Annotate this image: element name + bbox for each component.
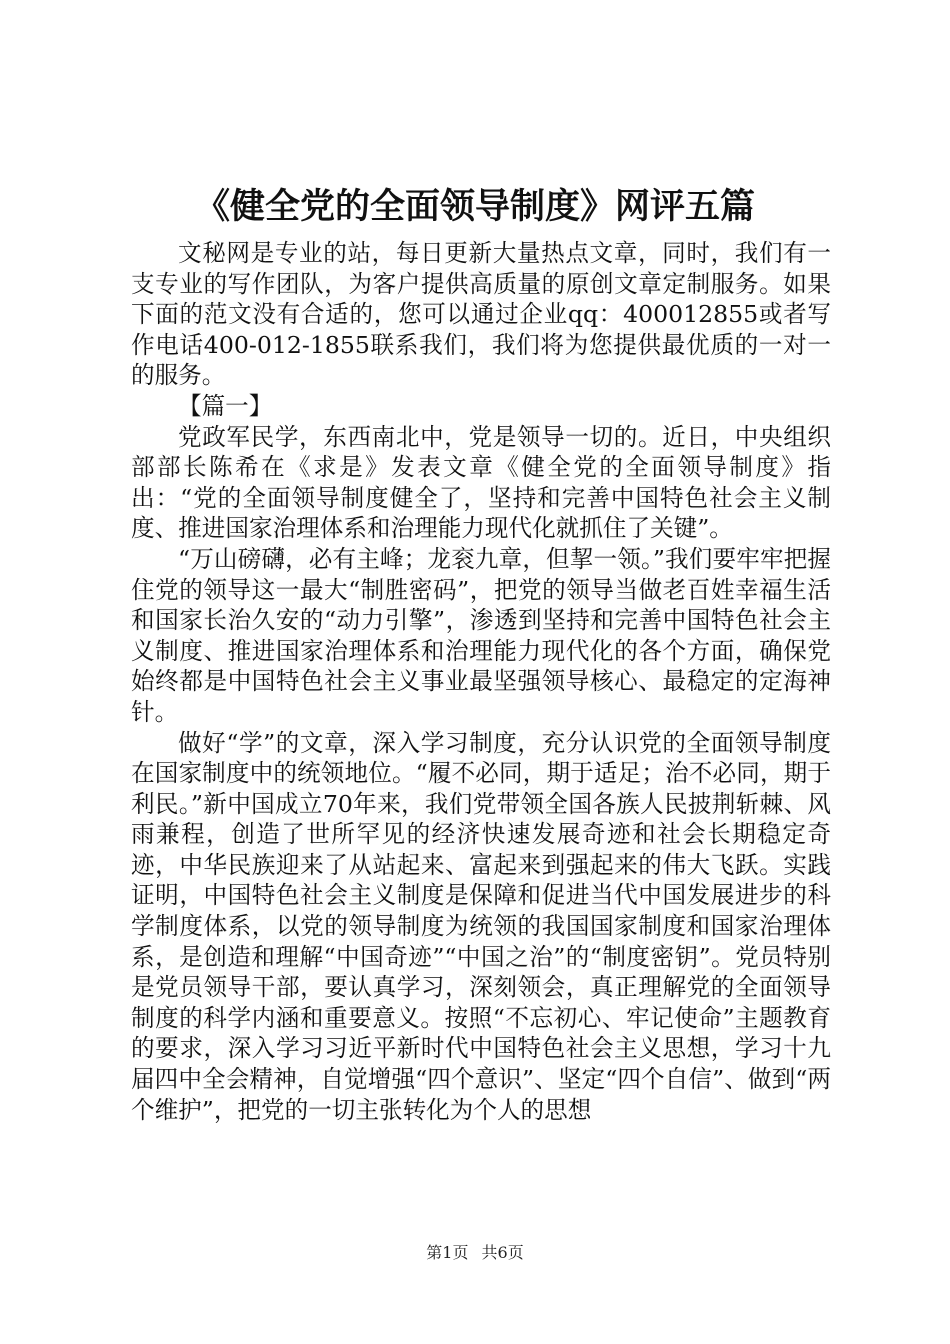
section-heading: 【篇一】 [178, 391, 273, 420]
page-footer [0, 1242, 950, 1264]
body-paragraph: “万山磅礴，必有主峰；龙衮九章，但挈一领。”我们要牢牢把握住党的领导这一最大“制胜密码”，把党的领导当做老百姓幸福生活和国家长治久安的“动力引擎”，渗透到坚持和完善中国特色社会主义制度、推进国家治理体系和治理能力现代化的各个方面，确保党始终都是中国特色社会主义事业最坚强领导核心、最稳定的定海神针。 [131, 544, 831, 726]
document-title: 《健全党的全面领导制度》网评五篇 [194, 187, 755, 227]
intro-paragraph: 文秘网是专业的站，每日更新大量热点文章，同时，我们有一支专业的写作团队，为客户提供高质量的原创文章定制服务。如果下面的范文没有合适的，您可以通过企业qq：400012855或者写作电话400-012-1855联系我们，我们将为您提供最优质的一对一的服务。 [131, 239, 831, 390]
document-body [131, 238, 831, 1125]
page-total: 共6页 [481, 1243, 524, 1262]
page-number: 第1页 [426, 1243, 469, 1262]
body-paragraph: 做好“学”的文章，深入学习制度，充分认识党的全面领导制度在国家制度中的统领地位。“履不必同，期于适足；治不必同，期于利民。”新中国成立70年来，我们党带领全国各族人民披荆斩棘、风雨兼程，创造了世所罕见的经济快速发展奇迹和社会长期稳定奇迹，中华民族迎来了从站起来、富起来到强起来的伟大飞跃。实践证明，中国特色社会主义制度是保障和促进当代中国发展进步的科学制度体系，以党的领导制度为统领的我国国家制度和国家治理体系，是创造和理解“中国奇迹”“中国之治”的“制度密钥”。党员特别是党员领导干部，要认真学习，深刻领会，真正理解党的全面领导制度的科学内涵和重要意义。按照“不忘初心、牢记使命”主题教育的要求，深入学习习近平新时代中国特色社会主义思想，学习十九届四中全会精神，自觉增强“四个意识”、坚定“四个自信”、做到“两个维护”，把党的一切主张转化为个人的思想 [131, 728, 831, 1124]
body-paragraph: 党政军民学，东西南北中，党是领导一切的。近日，中央组织部部长陈希在《求是》发表文章《健全党的全面领导制度》指出：“党的全面领导制度健全了，坚持和完善中国特色社会主义制度、推进国家治理体系和治理能力现代化就抓住了关键”。 [131, 422, 831, 543]
